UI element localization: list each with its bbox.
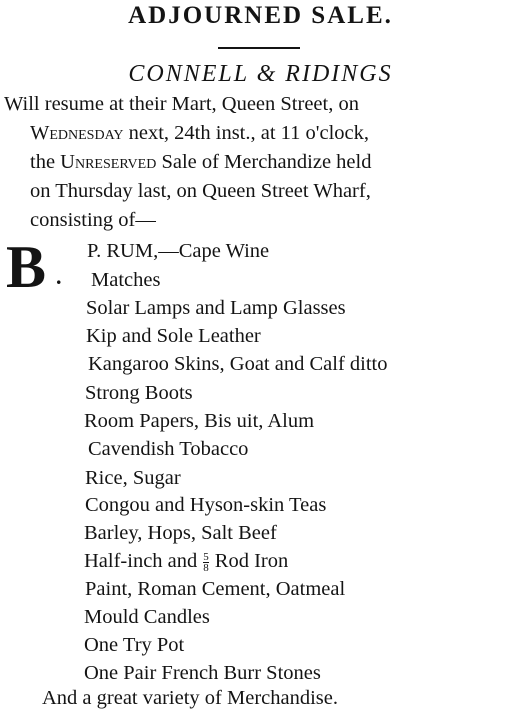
rod-iron-suffix: Rod Iron bbox=[214, 550, 289, 572]
fraction bbox=[203, 552, 209, 573]
drop-initial-dot: . bbox=[56, 264, 62, 289]
first-item: P. RUM,—Cape Wine bbox=[87, 240, 270, 262]
firm-name: CONNELL & RIDINGS bbox=[128, 61, 393, 87]
list-item: Room Papers, Bis uit, Alum bbox=[84, 410, 315, 432]
list-item: One Pair French Burr Stones bbox=[84, 662, 321, 684]
intro-line-3 bbox=[30, 149, 371, 177]
intro-line-3-rest: Sale of Merchandize held bbox=[156, 151, 372, 173]
title-divider bbox=[218, 47, 300, 49]
list-item: Paint, Roman Cement, Oatmeal bbox=[85, 578, 346, 600]
fraction-denominator: 8 bbox=[203, 561, 209, 574]
list-item: Kangaroo Skins, Goat and Calf ditto bbox=[88, 353, 388, 375]
drop-initial: B bbox=[6, 234, 47, 300]
intro-line-2 bbox=[30, 120, 369, 148]
list-item: Rice, Sugar bbox=[85, 467, 181, 489]
list-item: Mould Candles bbox=[84, 606, 210, 628]
list-item: Barley, Hops, Salt Beef bbox=[84, 522, 277, 544]
list-item: Congou and Hyson-skin Teas bbox=[85, 494, 327, 516]
intro-unreserved: Unreserved bbox=[60, 151, 157, 173]
list-item bbox=[84, 550, 288, 573]
notice-title: ADJOURNED SALE. bbox=[128, 2, 393, 29]
list-item: One Try Pot bbox=[84, 634, 185, 656]
list-item: Solar Lamps and Lamp Glasses bbox=[86, 297, 346, 319]
fraction-numerator: 5 bbox=[203, 550, 209, 563]
intro-line-2-rest: next, 24th inst., at 11 o'clock, bbox=[123, 122, 369, 144]
closing-line: And a great variety of Merchandise. bbox=[42, 687, 338, 709]
intro-line-3-pre: the bbox=[30, 151, 61, 173]
list-item: Kip and Sole Leather bbox=[86, 325, 261, 347]
intro-line-5: consisting of— bbox=[30, 209, 156, 231]
list-item: Matches bbox=[91, 269, 161, 291]
list-item: Strong Boots bbox=[85, 382, 193, 404]
list-item: Cavendish Tobacco bbox=[88, 438, 249, 460]
intro-line-4: on Thursday last, on Queen Street Wharf, bbox=[30, 180, 371, 202]
rod-iron-prefix: Half-inch and bbox=[84, 550, 198, 572]
intro-day: Wednesday bbox=[30, 122, 124, 144]
intro-line-1: Will resume at their Mart, Queen Street, on bbox=[4, 93, 359, 115]
